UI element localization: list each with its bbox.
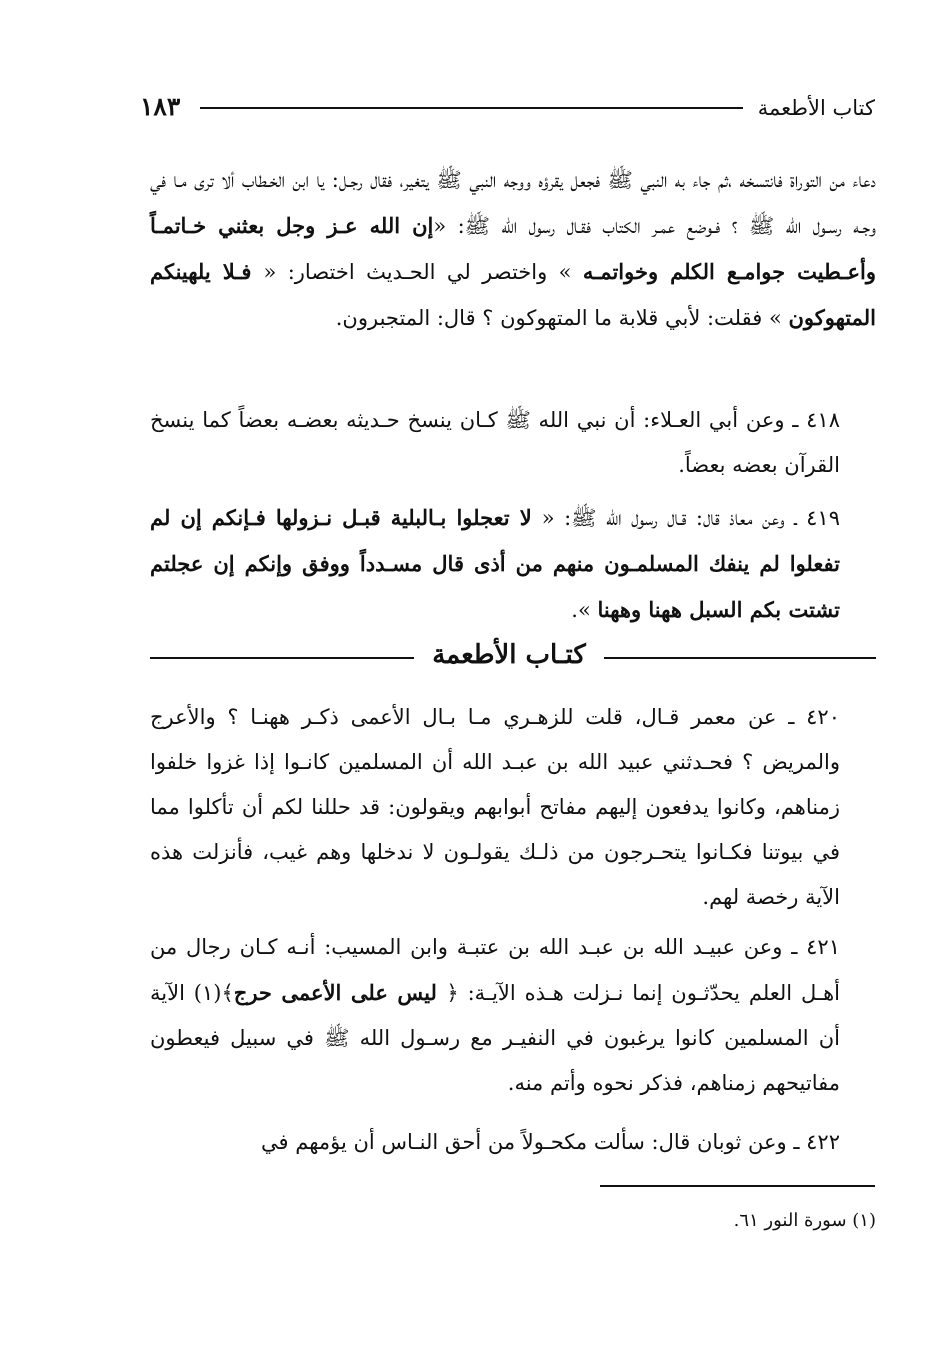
hadith-quote: فـلا يلهينكم المتهوكون — [150, 259, 876, 330]
paragraph-text — [150, 1120, 876, 1165]
chapter-rule-left — [150, 657, 414, 659]
text-run: ٤٢٢ ـ وعن ثوبان قال: سألت مكحـولاً من أحق النـاس أن يؤمهم في — [261, 1130, 840, 1154]
text-run: ٤٢١ ـ وعن عبيـد الله بن عبـد الله بن عتبـة وابن المسيب: أنـه كـان رجال من أهـل العلم يحدّثـون إنما نـزلت هـذه الآيـة: ﴿ — [150, 935, 840, 1005]
text-run: ». — [571, 598, 598, 622]
text-run: دعاء من التوراة فانتسخه ،ثم جاء به النبي ﷺ فجعل يقرؤه ووجه النبي ﷺ يتغير، فقال رجـل: يا ابن الخـطاب ألا ترى مـا في وجـه رسـول الله ﷺ ؟ فـوضع عمـر الكتاب فقـال رسول الله ﷺ: « — [150, 168, 876, 238]
paragraph-continued — [150, 158, 876, 341]
footnote: (١) سورة النور ٦١. — [733, 1210, 876, 1231]
text-run: ٤١٩ ـ وعن معاذ قال: قـال رسول الله ﷺ: « — [541, 506, 840, 530]
paragraph-text — [150, 158, 876, 341]
chapter-heading — [150, 630, 876, 680]
chapter-rule-right — [604, 657, 876, 659]
hadith-422 — [150, 1120, 876, 1165]
hadith-420 — [150, 695, 876, 920]
text-run: » فقلت: لأبي قلابة ما المتهوكون ؟ قال: المتجبرون. — [335, 306, 789, 330]
header-rule — [200, 107, 743, 109]
running-header — [140, 92, 875, 124]
hadith-421 — [150, 925, 876, 1106]
text-run: ﴾(١) الآية أن المسلمين كانوا يرغبون في النفيـر مع رسـول الله ﷺ في سبيل فيعطون مفاتيحهم زمناهم، فذكر نحوه وأتم منه. — [150, 981, 840, 1095]
text-run: ٤١٨ ـ وعن أبي العـلاء: أن نبي الله ﷺ كـان ينسخ حـديثه بعضـه بعضاً كما ينسخ القرآن بعضه بعضاً. — [150, 408, 840, 477]
paragraph-text — [150, 695, 876, 920]
hadith-418 — [150, 398, 876, 488]
hadith-quote: إن الله عـز وجل بعثني خـاتمـاً وأعـطيت جوامـع الكلم وخواتمـه — [150, 213, 876, 284]
text-run: » واختصر لي الحـديث اختصار: « — [263, 260, 583, 284]
chapter-title: كتـاب الأطعمة — [432, 640, 586, 670]
paragraph-text — [150, 398, 876, 488]
page-number: ١٨٣ — [140, 92, 181, 121]
paragraph-text — [150, 925, 876, 1106]
quran-quote: ليس على الأعمى حرج — [233, 980, 447, 1005]
hadith-quote: لا تعجلوا بـالبلية قبـل نـزولها فـإنكم إن لم تفعلوا لم ينفك المسلمـون منهم من أذى قال مسـدداً ووفق وإنكم إن عجلتم تشتت بكم السبل ههنا وههنا — [150, 505, 840, 622]
header-title: كتاب الأطعمة — [757, 96, 875, 120]
text-run: ٤٢٠ ـ عن معمر قـال، قلت للزهـري مـا بـال الأعمى ذكـر ههنـا ؟ والأعرج والمريض ؟ فحـدثني عبيد الله بن عبـد الله أن المسلمين كانـوا إذا غزوا خلفوا زمناهم، وكانوا يدفعون إليهم مفاتح أبوابهم ويقولون: قد حللنا لكم أن تأكلوا مما في بيوتنا فكـانوا يتحـرجون من ذلـك يقولـون لا ندخلها وهم غيب، فأنزلت هذه الآية رخصة لهم. — [150, 705, 840, 909]
hadith-419 — [150, 495, 876, 633]
paragraph-text — [150, 495, 876, 633]
footnote-rule — [600, 1185, 875, 1187]
